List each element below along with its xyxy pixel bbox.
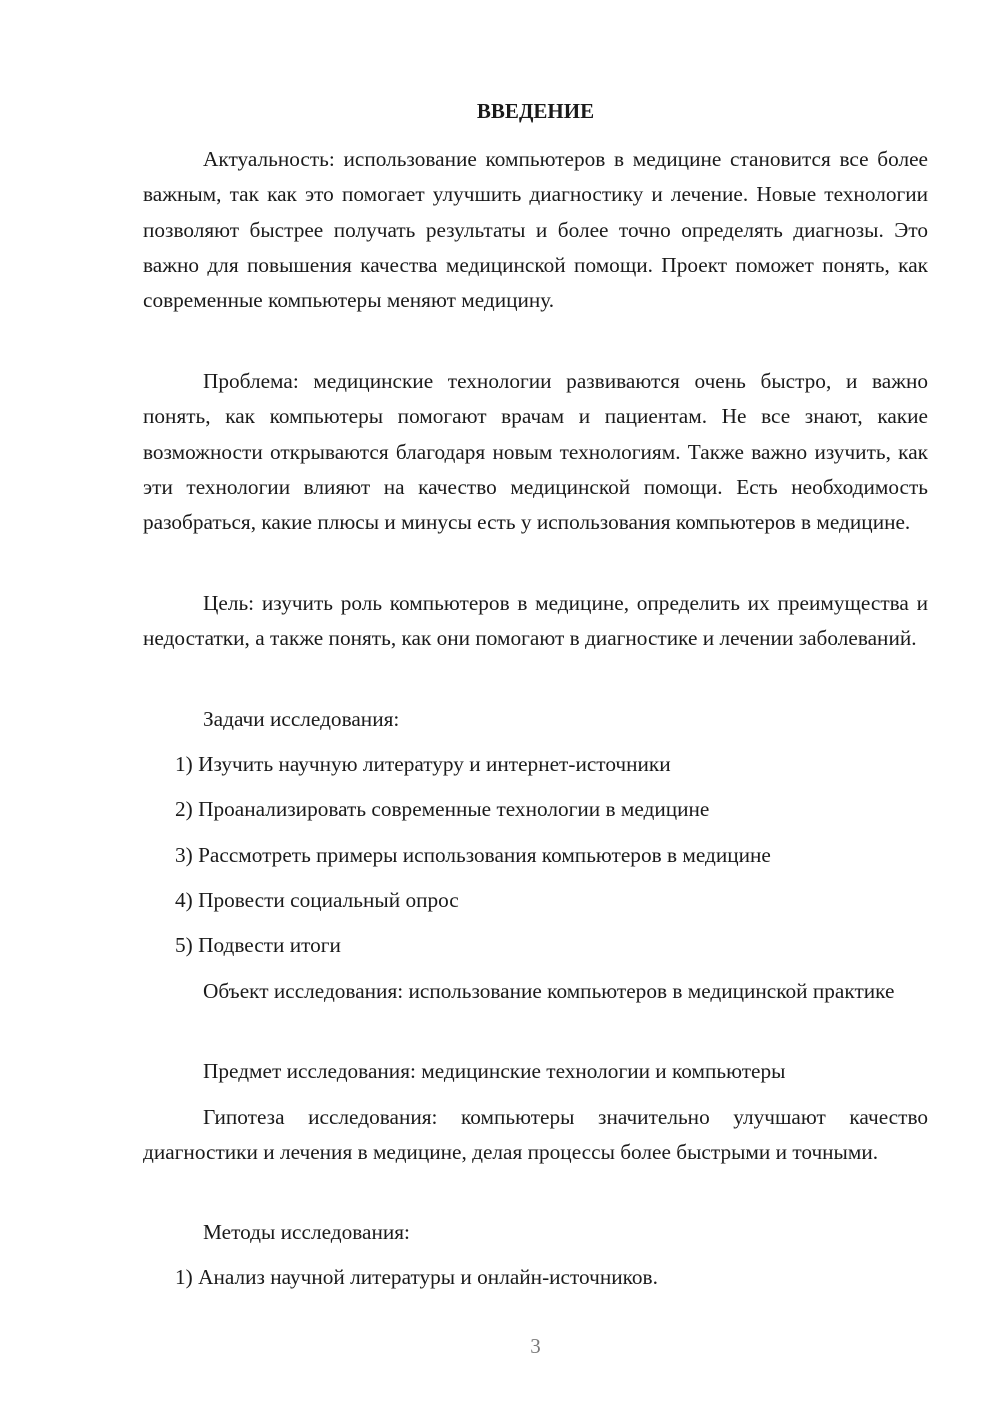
- tasks-heading: Задачи исследования:: [203, 707, 400, 731]
- methods-heading: Методы исследования:: [203, 1220, 410, 1244]
- section-title: ВВЕДЕНИЕ: [476, 99, 595, 123]
- paragraph-problem: Проблема: медицинские технологии развиваются очень быстро, и важно понять, как компьютеры помогают врачам и пациентам. Не все знают, какие возможности открываются благодаря новым технологиям. Также важно изучить, как эти технологии влияют на качество медицинской помощи. Есть необходимость разобраться, какие плюсы и минусы есть у использования компьютеров в медицине.: [143, 369, 928, 535]
- list-item: 2) Проанализировать современные технологии в медицине: [175, 797, 710, 821]
- page-number: 3: [530, 1334, 541, 1358]
- list-item: 1) Изучить научную литературу и интернет-источники: [175, 752, 671, 776]
- list-item: 3) Рассмотреть примеры использования компьютеров в медицине: [175, 843, 771, 867]
- list-item: 1) Анализ научной литературы и онлайн-источников.: [175, 1265, 658, 1289]
- list-item: 5) Подвести итоги: [175, 933, 341, 957]
- list-item: 4) Провести социальный опрос: [175, 888, 459, 912]
- paragraph-hypothesis: Гипотеза исследования: компьютеры значительно улучшают качество диагностики и лечения в медицине, делая процессы более быстрыми и точными.: [143, 1105, 928, 1165]
- paragraph-object: Объект исследования: использование компьютеров в медицинской практике: [203, 979, 895, 1003]
- paragraph-relevance: Актуальность: использование компьютеров в медицине становится все более важным, так как это помогает улучшить диагностику и лечение. Новые технологии позволяют быстрее получать результаты и более точно определять диагнозы. Это важно для повышения качества медицинской помощи. Проект поможет понять, как современные компьютеры меняют медицину.: [143, 147, 928, 313]
- paragraph-subject: Предмет исследования: медицинские технологии и компьютеры: [203, 1059, 786, 1083]
- document-page: [143, 0, 928, 1414]
- paragraph-goal: Цель: изучить роль компьютеров в медицине, определить их преимущества и недостатки, а также понять, как они помогают в диагностике и лечении заболеваний.: [143, 591, 928, 651]
